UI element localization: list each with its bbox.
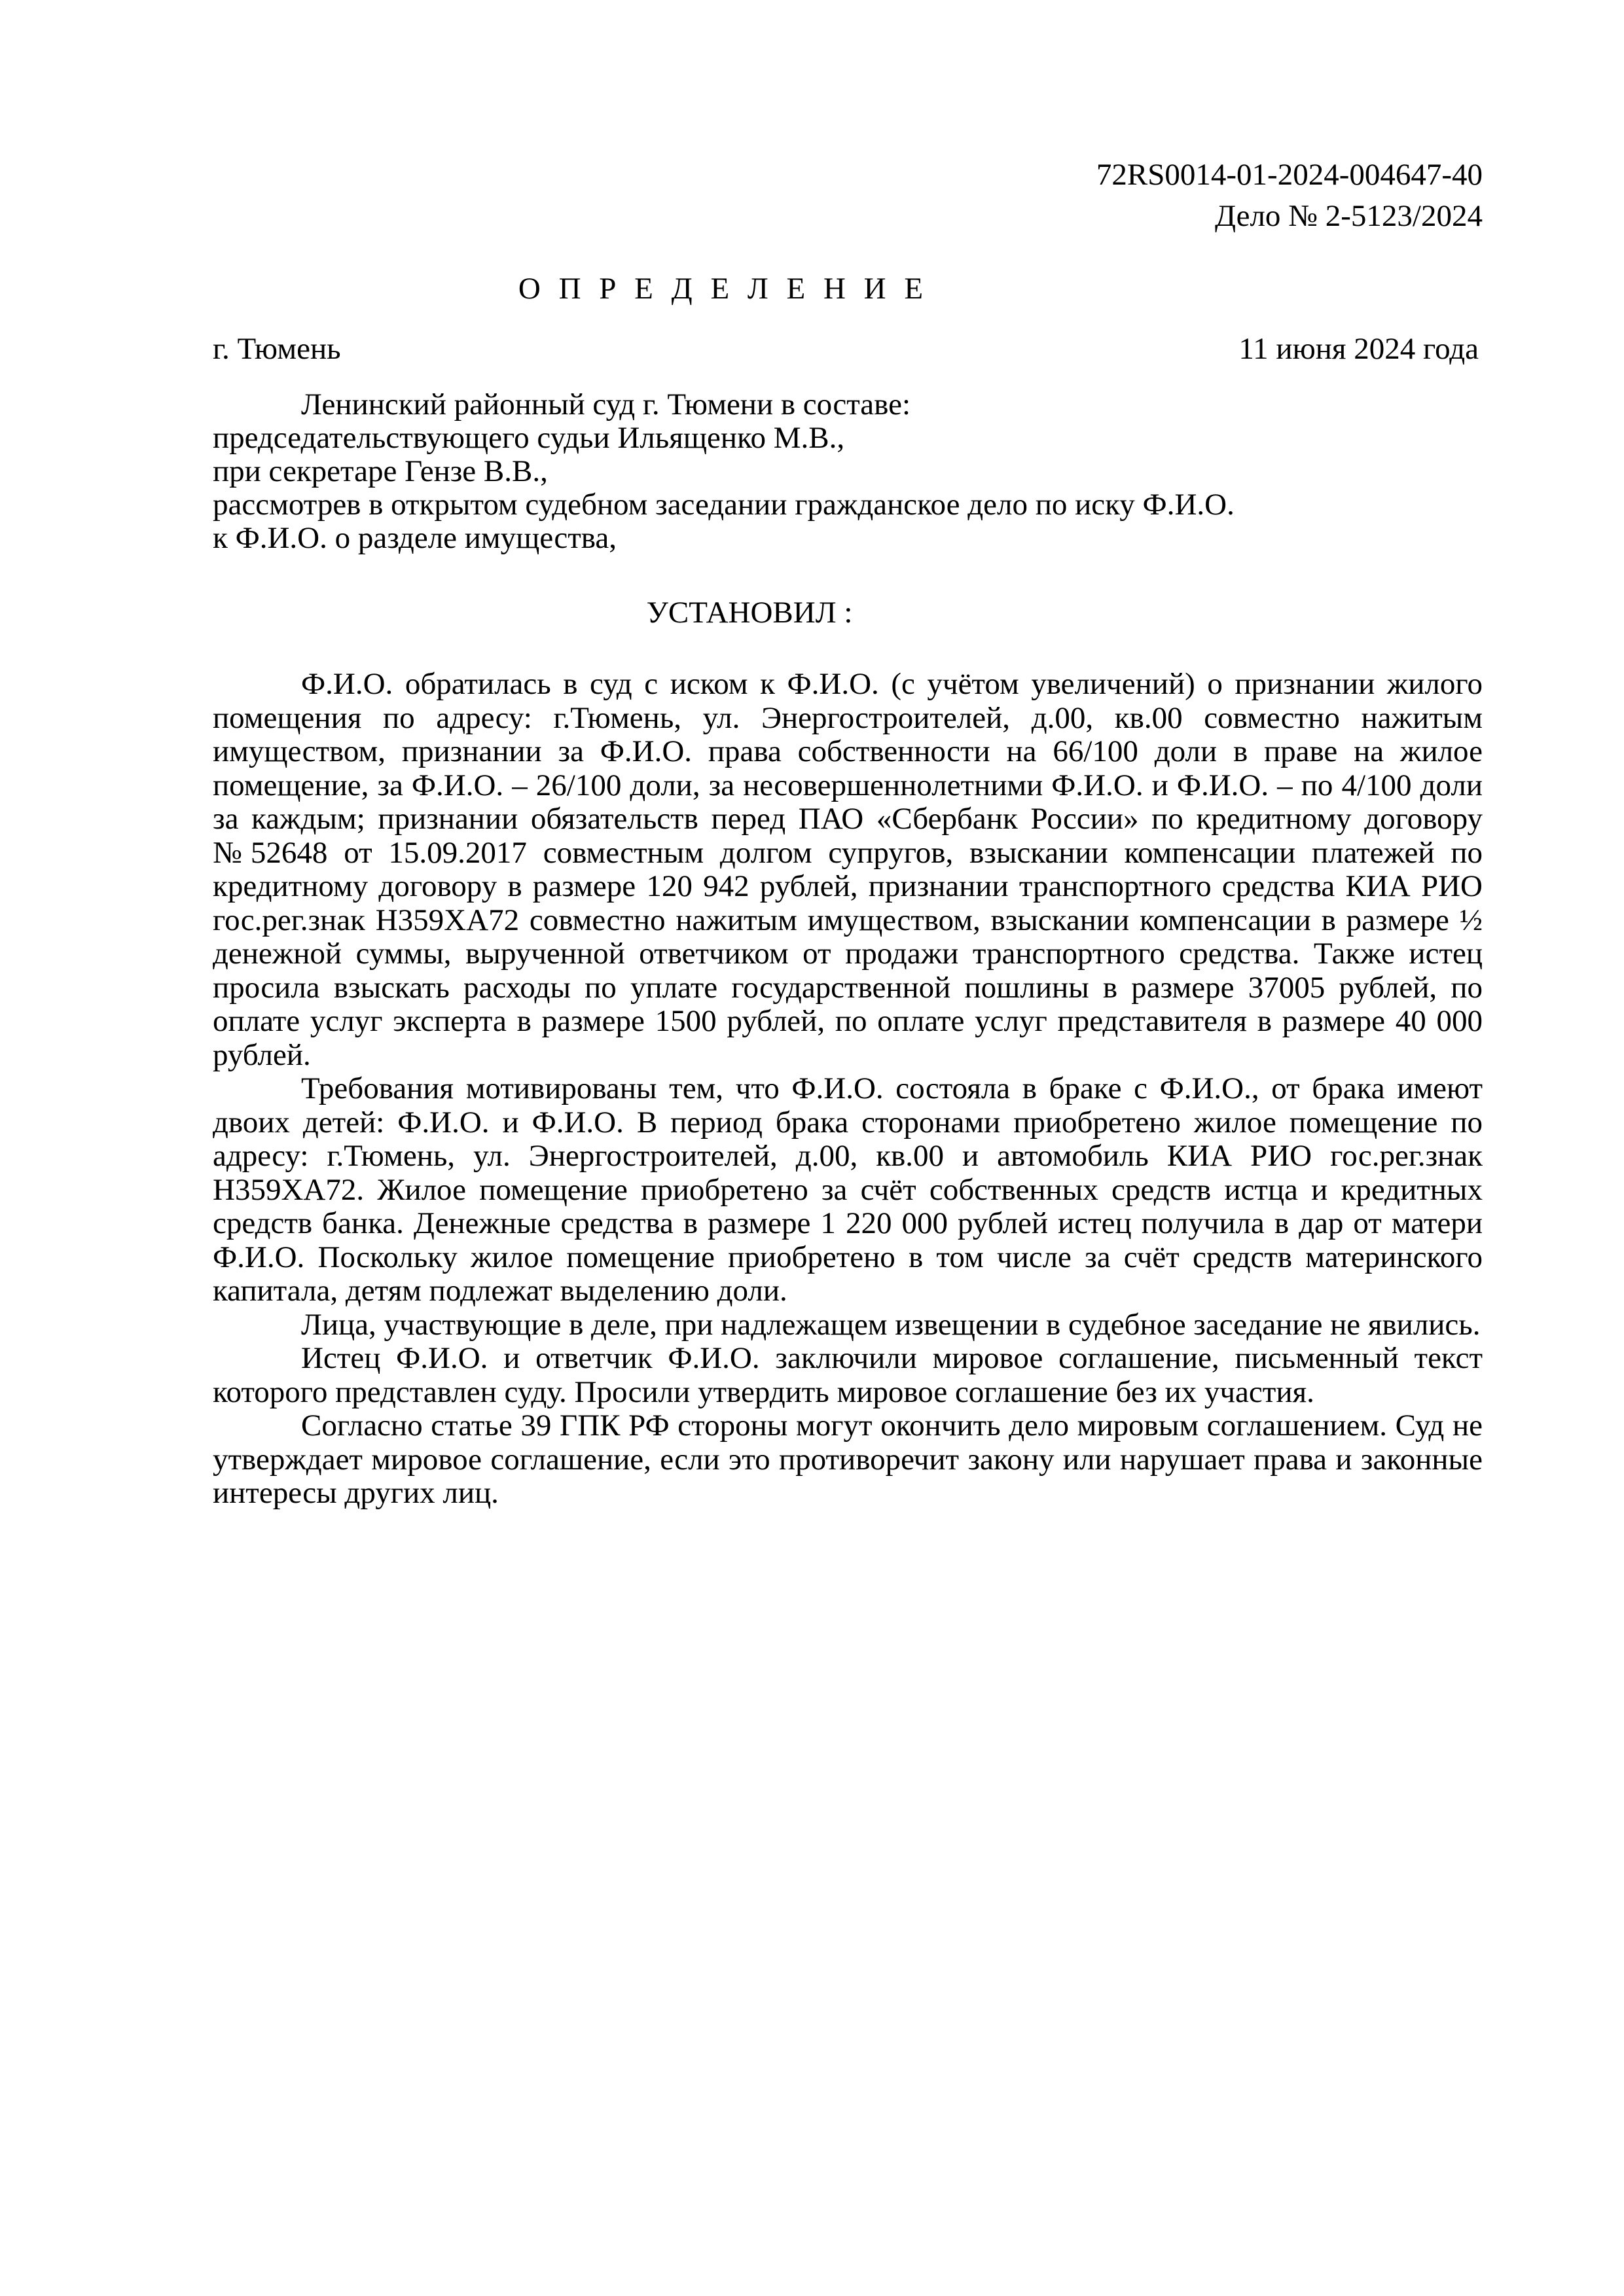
judge-line: председательствующего судьи Ильященко М.В., (213, 421, 845, 455)
document-header (213, 154, 1483, 237)
review-line-first: рассмотрев в открытом судебном заседании гражданское дело по иску Ф.И.О. (213, 488, 1235, 522)
page-title: О П Р Е Д Е Л Е Н И Е (518, 272, 929, 306)
place-date-row (213, 329, 1483, 368)
case-number: Дело № 2-5123/2024 (1214, 199, 1483, 233)
review-line-second: к Ф.И.О. о разделе имущества, (213, 521, 617, 555)
document-content (213, 154, 1483, 1511)
date-label: 11 июня 2024 года (1238, 332, 1479, 366)
paragraph-claim-summary: Ф.И.О. обратилась в суд с иском к Ф.И.О. (с учётом увеличений) о признании жилого помещения по адресу: г.Тюмень, ул. Энергостроителей, д.00, кв.00 совместно нажитым имуществом, признании за Ф.И.О. права собственности на 66/100 доли в праве на жилое помещение, за Ф.И.О. – 26/100 доли, за несовершеннолетними Ф.И.О. и Ф.И.О. – по 4/100 доли за каждым; признании обязательств перед ПАО «Сбербанк России» по кредитному договору №52648 от 15.09.2017 совместным долгом супругов, взыскании компенсации платежей по кредитному договору в размере 120 942 рублей, признании транспортного средства КИА РИО гос.рег.знак Н359ХА72 совместно нажитым имуществом, взыскании компенсации в размере ½ денежной суммы, вырученной ответчиком от продажи транспортного средства. Также истец просила взыскать расходы по уплате государственной пошлины в размере 37005 рублей, по оплате услуг эксперта в размере 1500 рублей, по оплате услуг представителя в размере 40 000 рублей. (213, 667, 1483, 1072)
court-composition-block (213, 388, 1483, 555)
paragraph-article-39: Согласно статье 39 ГПК РФ стороны могут окончить дело мировым соглашением. Суд не утверждает мировое соглашение, если это противоречит закону или нарушает права и законные интересы других лиц. (213, 1408, 1483, 1510)
body-paragraphs (213, 668, 1483, 1511)
paragraph-parties-absent: Лица, участвующие в деле, при надлежащем извещении в судебное заседание не явились. (301, 1307, 1481, 1342)
case-uid: 72RS0014-01-2024-004647-40 (1096, 158, 1483, 192)
court-name-line: Ленинский районный суд г. Тюмени в составе: (301, 387, 911, 422)
established-heading: УСТАНОВИЛ : (646, 596, 853, 630)
city-label: г. Тюмень (213, 332, 341, 366)
paragraph-claim-grounds: Требования мотивированы тем, что Ф.И.О. состояла в браке с Ф.И.О., от брака имеют двоих детей: Ф.И.О. и Ф.И.О. В период брака сторонами приобретено жилое помещение по адресу: г.Тюмень, ул. Энергостроителей, д.00, кв.00 и автомобиль КИА РИО гос.рег.знак Н359ХА72. Жилое помещение приобретено за счёт собственных средств истца и кредитных средств банка. Денежные средства в размере 1 220 000 рублей истец получила в дар от матери Ф.И.О. Поскольку жилое помещение приобретено в том числе за счёт средств материнского капитала, детям подлежат выделению доли. (213, 1071, 1483, 1308)
paragraph-settlement-agreement: Истец Ф.И.О. и ответчик Ф.И.О. заключили мировое соглашение, письменный текст которого представлен суду. Просили утвердить мировое соглашение без их участия. (213, 1341, 1483, 1409)
secretary-line: при секретаре Гензе В.В., (213, 454, 548, 488)
